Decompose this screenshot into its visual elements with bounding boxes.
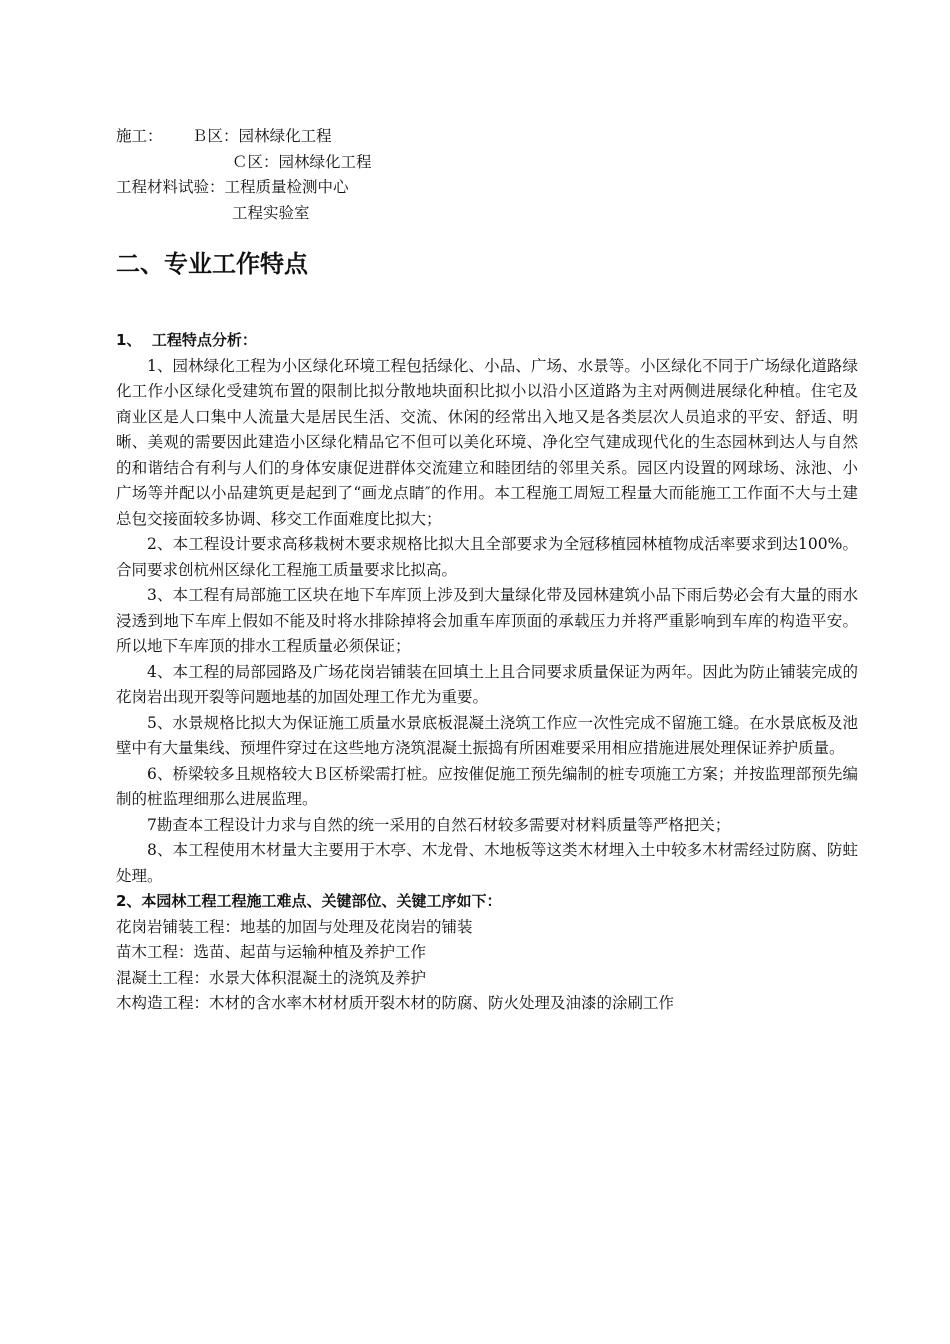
key-item-granite: 花岗岩铺装工程：地基的加固与处理及花岗岩的铺装	[116, 917, 473, 936]
paragraph-8: 8、本工程使用木材量大主要用于木亭、木龙骨、木地板等这类木材埋入土中较多木材需经过防腐、防蛀处理。	[116, 841, 858, 885]
key-item-concrete: 混凝土工程：水景大体积混凝土的浇筑及养护	[116, 968, 427, 987]
material-test-line: 工程材料试验：工程质量检测中心	[116, 178, 349, 196]
construction-zone-b-line: 施工： Ｂ区：园林绿化工程	[116, 127, 332, 145]
subsection-title-1: 1、 工程特点分析：	[116, 331, 257, 349]
paragraph-3: 3、本工程有局部施工区块在地下车库顶上涉及到大量绿化带及园林建筑小品下雨后势必会有大量的雨水浸透到地下车库上假如不能及时将水排除掉将会加重车库顶面的承载压力并将严重影响到车库的构造平安。所以地下车库顶的排水工程质量必须保证；	[116, 586, 858, 655]
paragraph-5: 5、水景规格比拟大为保证施工质量水景底板混凝土浇筑工作应一次性完成不留施工缝。在水景底板及池壁中有大量集线、预埋件穿过在这些地方浇筑混凝土振捣有所困难要采用相应措施进展处理保证养护质量。	[116, 713, 858, 757]
key-item-seedlings: 苗木工程：选苗、起苗与运输种植及养护工作	[116, 943, 427, 961]
section-title: 二、专业工作特点	[116, 250, 308, 278]
paragraph-1: 1、园林绿化工程为小区绿化环境工程包括绿化、小品、广场、水景等。小区绿化不同于广场绿化道路绿化工作小区绿化受建筑布置的限制比拟分散地块面积比拟小以沿小区道路为主对两侧进展绿化种植。住宅及商业区是人口集中人流量大是居民生活、交流、休闲的经常出入地又是各类层次人员追求的平安、舒适、明晰、美观的需要因此建造小区绿化精品它不但可以美化环境、净化空气建成现代化的生态园林到达人与自然的和谐结合有利与人们的身体安康促进群体交流建立和睦团结的邻里关系。园区内设置的网球场、泳池、小广场等并配以小品建筑更是起到了“画龙点睛″的作用。本工程施工周短工程量大而能施工工作面不大与土建总包交接面较多协调、移交工作面难度比拟大；	[116, 356, 858, 528]
document-page	[116, 124, 858, 1017]
paragraph-7: 7勘查本工程设计力求与自然的统一采用的自然石材较多需要对材料质量等严格把关；	[147, 815, 731, 834]
lab-line: 工程实验室	[232, 203, 310, 222]
construction-zone-c-line: Ｃ区：园林绿化工程	[232, 152, 372, 171]
paragraph-4: 4、本工程的局部园路及广场花岗岩铺装在回填土上且合同要求质量保证为两年。因此为防止铺装完成的花岗岩出现开裂等问题地基的加固处理工作尤为重要。	[116, 662, 858, 706]
key-item-timber: 木构造工程：木材的含水率木材材质开裂木材的防腐、防火处理及油漆的涂刷工作	[116, 994, 675, 1012]
subsection-title-2: 2、本园林工程工程施工难点、关键部位、关键工序如下：	[116, 892, 502, 910]
paragraph-6: 6、桥梁较多且规格较大Ｂ区桥梁需打桩。应按催促施工预先编制的桩专项施工方案；并按监理部预先编制的桩监理细那么进展监理。	[116, 764, 858, 808]
paragraph-2: 2、本工程设计要求高移栽树木要求规格比拟大且全部要求为全冠移植园林植物成活率要求到达100%。合同要求创杭州区绿化工程施工质量要求比拟高。	[116, 535, 858, 579]
